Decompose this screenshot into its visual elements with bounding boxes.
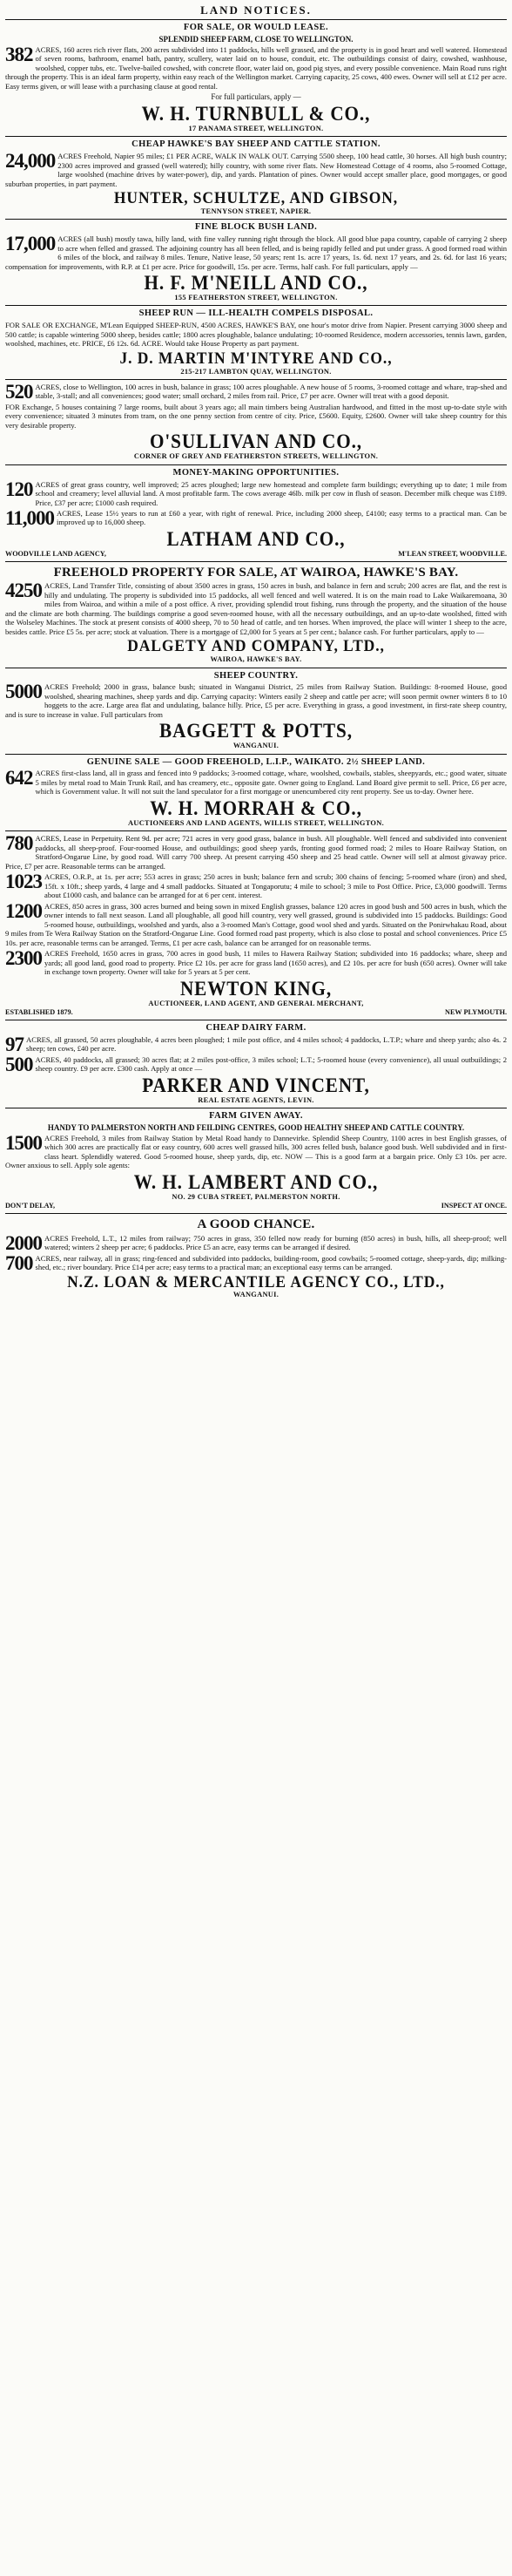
ad-title: SHEEP RUN — ILL-HEALTH COMPELS DISPOSAL. — [138, 308, 374, 319]
acreage-figure: 780 — [5, 832, 33, 855]
address-right: NEW PLYMOUTH. — [445, 1007, 507, 1016]
agent-address: CORNER OF GREY AND FEATHERSTON STREETS, WELLINGTON. — [133, 452, 379, 461]
listing-paragraph — [5, 1231, 507, 1254]
listing-text: ACRES Freehold, Napier 95 miles; £1 PER ACRE, WALK IN WALK OUT. Carrying 5500 sheep, 100 head cattle, 30 horses. All high bush country; 2300 acres improved and grassed (well watered); hilly country, with some river flats. New Homestead Cottage of 4 rooms, also 5-roomed Cottage, large woolshed (machine drives by water-power), dip, and yards. Plantation of pines. Owner would accept smaller place, good mortgages, or good suburban properties, in part payment. — [5, 152, 507, 188]
listing-paragraph — [5, 380, 507, 403]
address-right: M'LEAN STREET, WOODVILLE. — [398, 550, 507, 559]
advertisement — [5, 830, 507, 1020]
agent-address: TENNYSON STREET, NAPIER. — [200, 207, 312, 216]
advertisement — [5, 136, 507, 219]
agent-address-row — [5, 1008, 507, 1017]
ad-title: FOR SALE, OR WOULD LEASE. — [183, 22, 329, 32]
listing-text: ACRES Freehold, 1650 acres in grass, 700 acres in good bush, 11 miles to Hawera Railway Station; subdivided into 16 paddocks; whare, sheep and yards; all good land, good road to property. Price £2 10s. per acre for grass land (1650 acres), and £2 10s. per acre for bush (650 acres). Owner will take in exchange town property. Owner will take for 5 years at 5 per cent. — [44, 949, 507, 977]
acreage-figure: 4250 — [5, 580, 42, 602]
listing-paragraph — [5, 769, 507, 796]
ad-title: FARM GIVEN AWAY. — [209, 1111, 303, 1122]
advertisement — [5, 1020, 507, 1108]
agent-address-row — [5, 1202, 507, 1210]
acreage-figure: 1023 — [5, 871, 42, 893]
listing-text: ACRES, Lease 15½ years to run at £60 a year, with right of renewal. Price, including 2000 sheep, £4100; easy terms to a practical man. Can be improved up to 16,000 sheep. — [56, 508, 507, 527]
listing-paragraph — [5, 1055, 507, 1074]
agent-address: 215-217 LAMBTON QUAY, WELLINGTON. — [180, 367, 332, 376]
acreage-figure: 5000 — [5, 681, 42, 703]
acreage-figure: 520 — [5, 380, 33, 403]
agent-name: W. H. MORRAH & CO., — [150, 797, 362, 819]
acreage-figure: 120 — [5, 478, 33, 500]
ad-title: GENUINE SALE — GOOD FREEHOLD, L.I.P., WAIKATO. 2½ SHEEP LAND. — [86, 756, 426, 767]
apply-note: For full particulars, apply — — [211, 92, 301, 102]
agent-name: PARKER AND VINCENT, — [142, 1074, 370, 1096]
listing-text: ACRES Freehold, 3 miles from Railway Station by Metal Road handy to Dannevirke. Splendid Sheep Country, 1100 acres in best English grasses, of which 300 acres are practically flat or easy country, 600 acres well grassed hills, 300 acres felled bush, balance good bush. Well subdivided and in first-class heart. Splendidly watered. Good 5-roomed house, sheep yards, dip, etc. NOW — This is a good farm at a bargain price. Only £3 10s. per acre. Owner anxious to sell. Apply sole agents: — [5, 1133, 507, 1170]
agent-address: NO. 29 CUBA STREET, PALMERSTON NORTH. — [172, 1192, 340, 1201]
listing-text: FOR Exchange, 5 houses containing 7 large rooms, built about 3 years ago; all main timbers being Australian hardwood, and fitted in the most up-to-date style with every convenience; situated 3 minutes from tram, on the one penny section from centre of city. Price, £5600. Equity, £2600. Owner will take sheep country for this very desirable property. — [5, 402, 507, 430]
agent-name: HUNTER, SCHULTZE, AND GIBSON, — [113, 189, 399, 208]
agent-name: H. F. M'NEILL AND CO., — [144, 272, 368, 295]
acreage-figure: 17,000 — [5, 233, 56, 255]
address-left: ESTABLISHED 1879. — [5, 1007, 73, 1016]
advertisement — [5, 464, 507, 561]
ad-title: A GOOD CHANCE. — [197, 1217, 315, 1232]
listing-text: ACRES of great grass country, well improved; 25 acres ploughed; large new homestead and complete farm buildings; everything up to date; 1 mile from school and creamery; level alluvial land. A most profitable farm. The cows average 46lb. milk per cow in flush of season. December milk cheque was £189. Price, £37 per acre; £1000 cash required. — [35, 479, 507, 507]
acreage-figure: 11,000 — [5, 506, 54, 529]
listing-text: ACRES, Lease in Perpetuity. Rent 9d. per acre; 721 acres in very good grass, balance in bush. All ploughable. Well fenced and subdivided into convenient paddocks, all sheep-proof. Four-roomed House, and outbuildings; good sheep yards, fronting good formed road; 2 miles to Hoare Railway Station, on Stratford-Ongarue Line, by good road. Will carry 700 sheep. At present carrying 450 sheep and 25 head cattle. Owner will sell at almost givaway price. Price, £7 per acre. Reasonable terms can be arranged. — [5, 834, 507, 871]
agent-name: NEWTON KING, — [179, 977, 333, 1000]
listing-paragraph — [5, 506, 507, 529]
advertisement — [5, 1213, 507, 1302]
advertisement — [5, 1108, 507, 1213]
listing-paragraph — [5, 321, 507, 348]
agent-name: W. H. LAMBERT AND CO., — [133, 1170, 379, 1193]
listing-paragraph — [5, 872, 507, 899]
agent-address-row — [5, 550, 507, 559]
acreage-figure: 2300 — [5, 947, 42, 970]
agent-address: AUCTIONEER, LAND AGENT, AND GENERAL MERCHANT, — [148, 999, 364, 1007]
ad-title: FREEHOLD PROPERTY FOR SALE, AT WAIROA, HAWKE'S BAY. — [53, 566, 459, 580]
advertisement — [5, 754, 507, 831]
acreage-figure: 382 — [5, 43, 33, 65]
listing-paragraph — [5, 480, 507, 507]
acreage-figure: 500 — [5, 1053, 33, 1075]
agent-name: N.Z. LOAN & MERCANTILE AGENCY CO., LTD., — [67, 1272, 445, 1291]
ad-subtitle: HANDY TO PALMERSTON NORTH AND FEILDING CENTRES, GOOD HEALTHY SHEEP AND CATTLE COUNTRY. — [47, 1122, 465, 1132]
agent-name: LATHAM AND CO., — [166, 527, 346, 550]
address-left: DON'T DELAY, — [5, 1202, 56, 1210]
listing-paragraph — [5, 834, 507, 871]
agent-name: W. H. TURNBULL & CO., — [141, 103, 371, 125]
listing-paragraph — [5, 403, 507, 430]
listing-text: ACRES, all grassed, 50 acres ploughable, 4 acres been ploughed; 1 mile post office, and 4 miles school; 4 paddocks, L.T.P.; whare and sheep yards; also 4s. 2 sheep; ten cows, £40 per acre. — [26, 1034, 507, 1054]
acreage-figure: 700 — [5, 1251, 33, 1274]
acreage-figure: 97 — [5, 1033, 24, 1055]
agent-name: BAGGETT & POTTS, — [159, 720, 353, 742]
advertisement — [5, 305, 507, 378]
listing-text: ACRES Freehold; 2000 in grass, balance bush; situated in Wanganui District, 25 miles from Railway Station. Buildings: 8-roomed House, good woolshed, shearing machines, sheep yards and dip. Carrying capacity: Winters easily 2 sheep and cattle per acre; will soon permit owner winters 8 to 10 hoggets to the acre. Large area flat and undulating, balance hilly. Price, £5 per acre. Everything in grass, a good investment, in first-rate sheep country, and is sure to increase in value. Full particulars from — [5, 682, 507, 719]
listing-text: FOR SALE OR EXCHANGE, M'Lean Equipped SHEEP-RUN, 4500 ACRES, HAWKE'S BAY, one hour's motor drive from Napier. Present carrying 3000 sheep and 500 cattle; is capable wintering 5000 sheep, besides cattle; 1800 acres ploughable, balance undulating; 10-roomed Residence, modern accessories, tennis lawn, garden, woolshed, machines, etc. PRICE, £6 12s. 6d. ACRE. Would take House Property as part payment. — [5, 321, 507, 349]
ad-subtitle: SPLENDID SHEEP FARM, CLOSE TO WELLINGTON. — [158, 34, 354, 44]
agent-address: WAIROA, HAWKE'S BAY. — [210, 655, 302, 664]
agent-address: 17 PANAMA STREET, WELLINGTON. — [188, 125, 324, 133]
ad-title: CHEAP DAIRY FARM. — [205, 1022, 307, 1033]
listing-text: ACRES, Land Transfer Title, consisting of about 3500 acres in grass, 150 acres in bush, and balance in fern and scrub; 200 acres are flat, and the rest is hilly and undulating. The property is subdivided into 15 paddocks, all well fenced and well watered. It is on the main road to Lake Waikaremoana, 30 miles from Wairoa, and within a mile of a post office. A river, providing splendid trout fishing, runs through the property, and the situation of the house and the climate are both charming. The buildings comprise a good seven-roomed house, with all the necessary outbuildings, and an up-to-date woolshed, fitted with the Wolseley Machines. The stock at present consists of 4000 sheep, 70 to 50 head of cattle, and ten horses. When improved, the place will winter 1 sheep to the acre, besides cattle. Price £5 5s. per acre; stock at valuation. There is a mortgage of £2,000 for 5 years at 5 per cent.; balance cash. For further particulars, apply to — — [5, 581, 507, 636]
agent-name: O'SULLIVAN AND CO., — [149, 430, 363, 453]
listing-paragraph — [5, 234, 507, 271]
agent-address: REAL ESTATE AGENTS, LEVIN. — [198, 1095, 314, 1104]
listing-paragraph — [5, 581, 507, 636]
listing-text: ACRES, close to Wellington, 100 acres in bush, balance in grass; 100 acres ploughable. A new house of 5 rooms, 3-roomed cottage and whare, trap-shed and stable, 3-stall; and all conveniences; good water; small orchard, 2 miles from rail. Price, £7 per acre. Owner will treat with a good deposit. — [35, 382, 507, 401]
listing-paragraph — [5, 1251, 507, 1274]
advertisement-list — [5, 19, 507, 1303]
listing-paragraph — [5, 45, 507, 91]
ad-title: FINE BLOCK BUSH LAND. — [194, 222, 318, 233]
advertisement — [5, 668, 507, 754]
listing-text: ACRES (all bush) mostly tawa, hilly land, with fine valley running right through the block. All good blue papa country, capable of carrying 2 sheep to acre when felled and grassed. The adjoining country has all been felled, and is being rapidly felled and put under grass. A good formed road within 6 miles of the block, and railway 8 miles. Tenure, Native lease, 50 years; rent 1s. acre 17 years, 1s. 6d. next 17 years, and 2s. 6d. for last 16 years; compensation for improvements, with R.P. at £1 per acre. Price for goodwill, 15s. per acre. Terms, half cash. For full particulars, apply — — [5, 234, 507, 271]
listing-text: ACRES, 160 acres rich river flats, 200 acres subdivided into 11 paddocks, hills well grassed, and the property is in good heart and well watered. Homestead of seven rooms, bathroom, enamel bath, pantry, scullery, water laid on to house, conduit, etc. The outbuildings consist of dairy, cowshed, washhouse, woolshed, copper tubs, etc. Twelve-bailed cowshed, with concrete floor, water laid on, good pig styes, and every possible convenience. Main Road runs right through the property. This is an ideal farm property, within easy reach of the Wellington market. Carrying capacity, 25 cows, 400 ewes. Owner will sell at £12 per acre. Easy terms given, or will lease with a purchasing clause at good rental. — [5, 44, 507, 91]
advertisement — [5, 561, 507, 667]
advertisement — [5, 19, 507, 137]
listing-paragraph — [5, 682, 507, 719]
listing-paragraph — [5, 152, 507, 188]
ad-title: SHEEP COUNTRY. — [213, 670, 299, 681]
acreage-figure: 642 — [5, 767, 33, 790]
advertisement — [5, 379, 507, 464]
page-title: LAND NOTICES. — [200, 3, 312, 17]
listing-paragraph — [5, 899, 507, 947]
advertisement — [5, 219, 507, 305]
acreage-figure: 1500 — [5, 1131, 42, 1154]
acreage-figure: 24,000 — [5, 150, 56, 173]
agent-name: J. D. MARTIN M'INTYRE AND CO., — [119, 349, 393, 368]
agent-address: 155 FEATHERSTON STREET, WELLINGTON. — [174, 294, 338, 302]
listing-paragraph — [5, 949, 507, 976]
ad-title: MONEY-MAKING OPPORTUNITIES. — [172, 467, 340, 478]
listing-text: ACRES, 40 paddocks, all grassed; 30 acres flat; at 2 miles post-office, 3 miles school; L.T.; 5-roomed house (every convenience), all usual outbuildings; 2 sheep country. £9 per acre. £300 cash. Apply at once — — [35, 1054, 507, 1074]
address-right: INSPECT AT ONCE. — [441, 1202, 507, 1210]
listing-text: ACRES first-class land, all in grass and fenced into 9 paddocks; 3-roomed cottage, whare, woolshed, cowbails, stables, sheepyards, etc.; good water, situate 5 miles by metal road to Main Trunk Rail, and has creamery, etc., opposite gate. Owner going to England. Land Board give permit to sell. Price, £6 per acre, which is Government value. It will not suit the land speculator for a first mortgage or unencumbered city rent property. See us to-day. Owner here. — [35, 769, 507, 797]
agent-address: AUCTIONEERS AND LAND AGENTS, WILLIS STREET, WELLINGTON. — [128, 819, 384, 828]
address-left: WOODVILLE LAND AGENCY, — [5, 550, 106, 559]
listing-paragraph — [5, 1035, 507, 1054]
listing-paragraph — [5, 1131, 507, 1170]
ad-title: CHEAP HAWKE'S BAY SHEEP AND CATTLE STATION. — [131, 139, 381, 150]
listing-text: ACRES Freehold, L.T., 12 miles from railway; 750 acres in grass, 350 felled now ready for burning (850 acres) in bush, hills, all sheep-proof; well watered; winters 2 sheep per acre; 6 paddocks. Price £5 an acre, easy terms can be arranged if desired. — [44, 1233, 507, 1251]
agent-address: WANGANUI. — [232, 1291, 280, 1299]
agent-name: DALGETY AND COMPANY, LTD., — [127, 637, 385, 656]
listing-text: ACRES, O.R.P., at 1s. per acre; 553 acres in grass; 250 acres in bush; balance fern and scrub; 300 chains of fencing; 5-roomed whare (iron) and shed, 15ft. x 10ft.; sheep yards, 4 large and 4 small paddocks. Situated at Tongaporutu; 4 mile to school; 3 mile to Post Office. Price, £3,000 goodwill. Terms about £1000 cash, and balance can be arranged for at 6 per cent. interest. — [44, 872, 507, 900]
listing-text: ACRES, near railway, all in grass; ring-fenced and subdivided into paddocks, building-room, good cowbails; 5-roomed cottage, sheep-yards, dip; milking-shed, etc.; river boundary. Price £14 per acre; easy terms to a practical man; an exceptional easy terms can be arranged. — [35, 1253, 507, 1271]
acreage-figure: 2000 — [5, 1231, 42, 1254]
listing-text: ACRES, 850 acres in grass, 300 acres burned and being sown in mixed English grasses, balance 120 acres in good bush and 500 acres in bush, which the owner intends to fall next season. Land all ploughable, all good hill country, very well grassed, ground is subdivided into 15 paddocks. Buildings: Good 5-roomed house, outbuildings, woolshed and yards, also a 3-roomed Man's Cottage, good wool shed and yards. Situated on the Ponirwhakau Road, about 9 miles from Te Wera Railway Station on the Stratford-Ongarue Line. Good formed road past property, which is also close to postal and school conveniences. Price £5 10s. per acre, reasonable terms can be arranged. Terms, £1 per acre cash, balance can be arranged for on reasonable terms. — [5, 901, 507, 947]
agent-address: WANGANUI. — [232, 742, 280, 750]
acreage-figure: 1200 — [5, 899, 42, 922]
